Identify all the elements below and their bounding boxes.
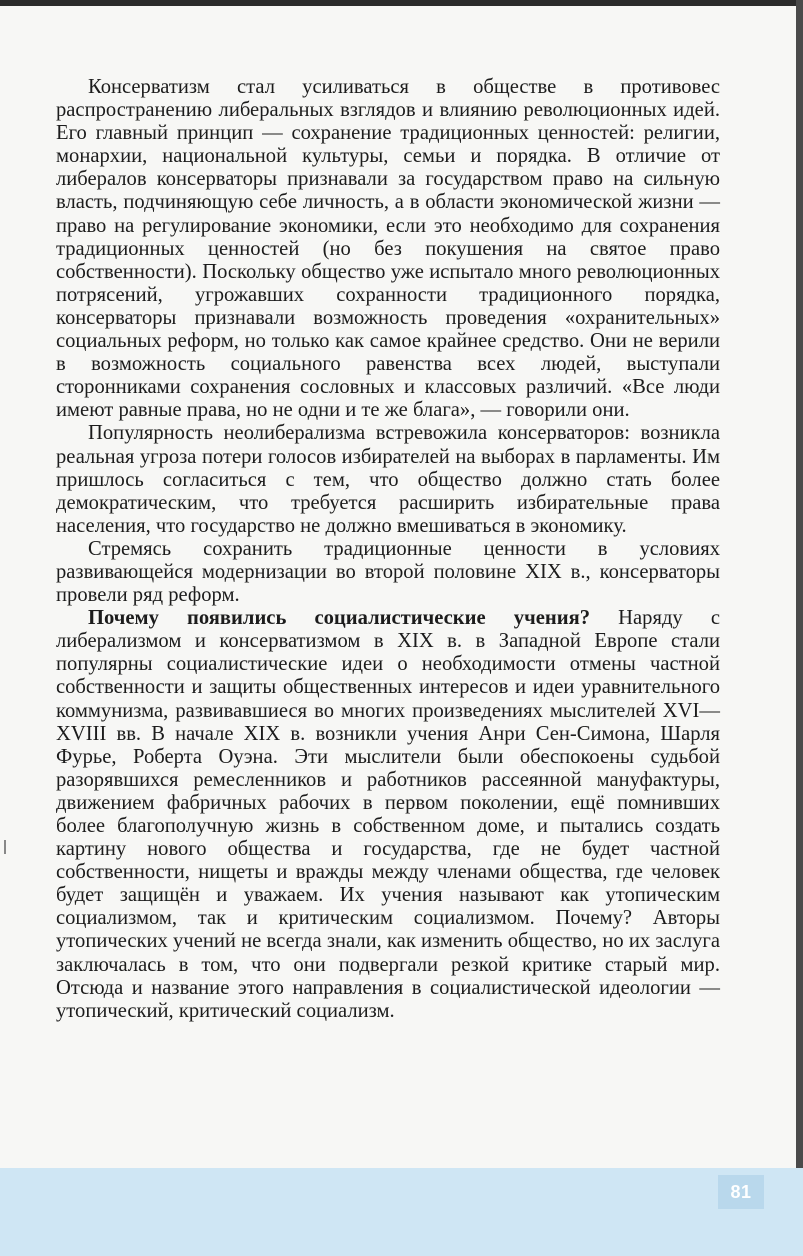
paragraph-text: Консерватизм стал усиливаться в обществе в противовес распространению либеральных взглядов и влиянию революционных идей. Его главный принцип — сохранение традиционных ценностей: религии, монархии, национальной культуры, семьи и порядка. В отличие от либералов консерваторы признавали за государством право на сильную власть, подчиняющую себе личность, а в области экономической жизни — право на регулирование экономики, если это необходимо для сохранения традиционных ценностей (но без покушения на святое право собственности). Поскольку общество уже испытало много революционных потрясений, угрожавших сохранности традиционного порядка, консерваторы признавали возможность проведения «охранительных» социальных реформ, но только как самое крайнее средство. Они не верили в возможность социального равенства всех людей, выступали сторонниками сохранения сословных и классовых различий. «Все люди имеют равные права, но не одни и те же блага», — говорили они.	[56, 76, 720, 422]
section-heading: Почему появились социалистические учения?	[88, 607, 591, 630]
paragraph-text: Наряду с либерализмом и консерватизмом в XIX в. в Западной Европе стали популярны социалистические идеи о необходимости отмены частной собственности и защиты общественных интересов и идеи уравнительного коммунизма, развивавшиеся во многих произведениях мыслителей XVI—XVIII вв. В начале XIX в. возникли учения Анри Сен-Симона, Шарля Фурье, Роберта Оуэна. Эти мыслители были обеспокоены судьбой разорявшихся ремесленников и работников рассеянной мануфактуры, движением фабричных рабочих в первом поколении, ещё помнивших более благополучную жизнь в собственном доме, и пытались создать картину нового общества и государства, где не будет частной собственности, нищеты и вражды между членами общества, где человек будет защищён и уважаем. Их учения называют как утопическим социализмом, так и критическим социализмом. Почему? Авторы утопических учений не всегда знали, как изменить общество, но их заслуга заключалась в том, что они подвергали резкой критике старый мир. Отсюда и название этого направления в социалистической идеологии — утопический, критический социализм.	[56, 607, 720, 1022]
page-number-box	[718, 1175, 764, 1209]
paragraph-reforms	[56, 538, 720, 607]
margin-mark	[4, 840, 10, 854]
page-edge-shadow	[796, 0, 803, 1256]
paragraph-text: Популярность неолиберализма встревожила консерваторов: возникла реальная угроза потери голосов избирателей на выборах в парламенты. Им пришлось согласиться с тем, что общество должно стать более демократическим, что требуется расширить избирательные права населения, что государство не должно вмешиваться в экономику.	[56, 422, 720, 537]
paragraph-text: Стремясь сохранить традиционные ценности в условиях развивающейся модернизации во второй половине XIX в., консерваторы провели ряд реформ.	[56, 537, 720, 607]
page-number: 81	[730, 1181, 752, 1202]
paragraph-neoliberalism	[56, 422, 720, 537]
paragraph-socialism	[56, 607, 720, 1023]
paragraph-conservatism	[56, 76, 720, 422]
footer-band	[0, 1168, 803, 1256]
top-edge	[0, 0, 803, 6]
body-text	[56, 76, 720, 1023]
